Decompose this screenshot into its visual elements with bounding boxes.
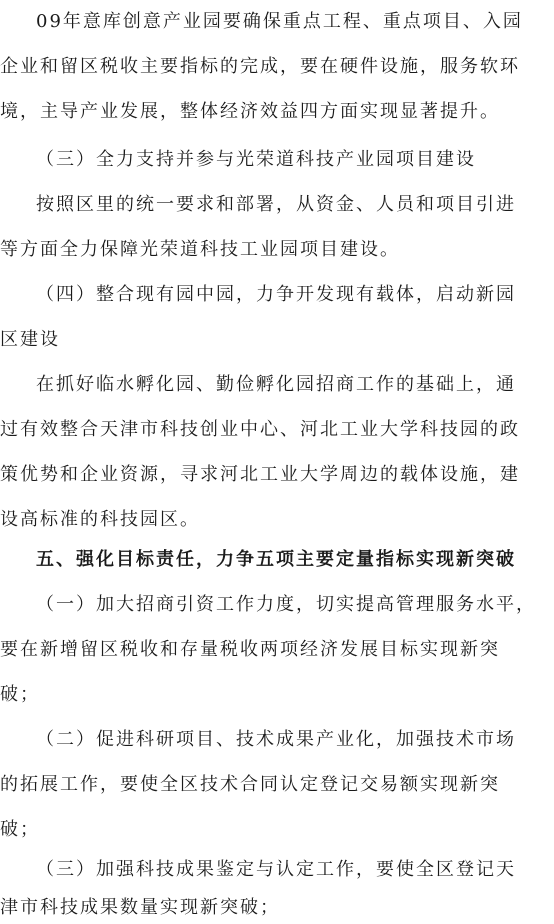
paragraph-line: 的拓展工作，要使全区技术合同认定登记交易额实现新突 [0, 774, 500, 795]
paragraph-line: 企业和留区税收主要指标的完成，要在硬件设施，服务软环 [0, 56, 520, 77]
paragraph-line: 过有效整合天津市科技创业中心、河北工业大学科技园的政 [0, 419, 520, 440]
paragraph-line: 要在新增留区税收和存量税收两项经济发展目标实现新突 [0, 639, 500, 660]
paragraph-line: （二）促进科研项目、技术成果产业化，加强技术市场 [36, 729, 516, 750]
paragraph-line: 策优势和企业资源，寻求河北工业大学周边的载体设施，建 [0, 464, 520, 485]
paragraph-line: 等方面全力保障光荣道科技工业园项目建设。 [0, 239, 400, 260]
paragraph-line: 破； [0, 819, 40, 840]
paragraph-line: 破； [0, 684, 40, 705]
section-heading: 区建设 [0, 329, 60, 350]
section-heading: （三）全力支持并参与光荣道科技产业园项目建设 [36, 149, 476, 170]
paragraph-line: 境，主导产业发展，整体经济效益四方面实现显著提升。 [0, 101, 500, 122]
paragraph-line: （三）加强科技成果鉴定与认定工作，要使全区登记天 [36, 859, 516, 880]
paragraph-line: 在抓好临水孵化园、勤俭孵化园招商工作的基础上，通 [36, 374, 516, 395]
paragraph-line: （一）加大招商引资工作力度，切实提高管理服务水平， [36, 594, 536, 615]
paragraph-line: 09年意库创意产业园要确保重点工程、重点项目、入园 [36, 11, 523, 32]
section-heading: （四）整合现有园中园，力争开发现有载体，启动新园 [36, 284, 516, 305]
main-heading: 五、强化目标责任，力争五项主要定量指标实现新突破 [36, 549, 516, 570]
paragraph-line: 设高标准的科技园区。 [0, 509, 200, 530]
paragraph-line: 津市科技成果数量实现新突破； [0, 897, 280, 918]
paragraph-line: 按照区里的统一要求和部署，从资金、人员和项目引进 [36, 194, 516, 215]
